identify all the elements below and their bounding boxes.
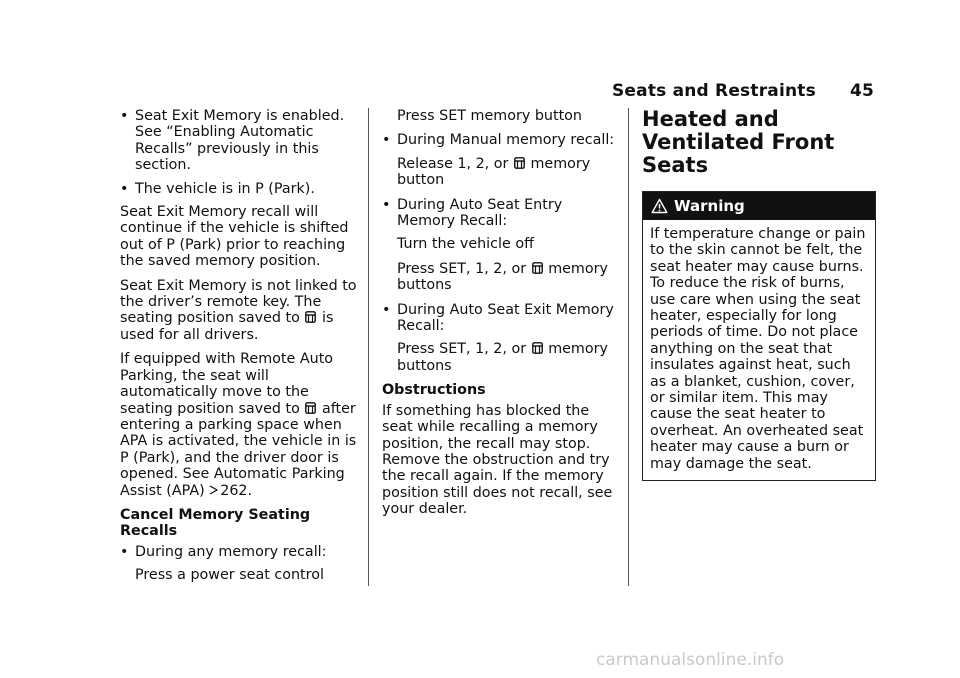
paragraph: If something has blocked the seat while recalling a memory position, the recall may stop. Remove the obstruction and try the recall again. If the memory position still does not recall, see your dealer. xyxy=(382,402,613,518)
watermark: carmanualsonline.info xyxy=(596,650,785,670)
column-divider xyxy=(628,108,629,586)
sub-item xyxy=(382,341,618,374)
paragraph-text: is used for all drivers. xyxy=(120,310,334,343)
sub-item-text: memory buttons xyxy=(397,341,608,374)
column-3 xyxy=(642,108,876,481)
warning-box xyxy=(642,191,876,481)
sub-item xyxy=(382,261,618,294)
page-reference-icon xyxy=(209,485,218,495)
warning-icon xyxy=(651,198,668,214)
driver-memory-icon xyxy=(514,157,525,169)
bullet-item: • During any memory recall: xyxy=(120,544,364,560)
column-divider xyxy=(368,108,369,586)
paragraph-text: If equipped with Remote Auto Parking, the seat will automatically move to the seating position saved to xyxy=(120,351,334,417)
column-2 xyxy=(382,108,618,526)
warning-header xyxy=(643,192,875,220)
bullet-item: • Seat Exit Memory is enabled. See “Enabling Automatic Recalls” previously in this section. xyxy=(120,108,364,174)
sub-item xyxy=(382,156,618,189)
bullet-item: • The vehicle is in P (Park). xyxy=(120,181,364,197)
bullet-item: • During Auto Seat Entry Memory Recall: xyxy=(382,197,618,230)
section-name: Seats and Restraints xyxy=(611,81,816,101)
driver-memory-icon xyxy=(532,342,543,354)
sub-item-text: Press SET, 1, 2, or xyxy=(397,341,527,358)
paragraph xyxy=(120,278,364,344)
driver-memory-icon xyxy=(305,311,316,323)
sub-item: Turn the vehicle off xyxy=(397,236,534,253)
sub-item: Press SET memory button xyxy=(397,108,582,124)
sub-item-text: memory buttons xyxy=(397,260,608,294)
bullet-item: • During Manual memory recall: xyxy=(382,132,618,148)
page-number: 45 xyxy=(849,81,874,101)
warning-text: If temperature change or pain to the skin cannot be felt, the seat heater may cause burns. To reduce the risk of burns, use care when using the seat heater, especially for long periods of time. Do not place anything on the seat that insulates against heat, such as a blanket, cushion, cover, or similar item. This may cause the seat heater to overheat. An overheated seat heater may cause a burn or may damage the seat. xyxy=(650,226,866,472)
column-1 xyxy=(120,108,364,592)
sub-item: Press a power seat control xyxy=(135,567,324,584)
sub-item-text: Press SET, 1, 2, or xyxy=(397,260,527,277)
paragraph: Seat Exit Memory recall will continue if the vehicle is shifted out of P (Park) prior to reaching the saved memory position. xyxy=(120,204,349,270)
subheading: Cancel Memory Seating Recalls xyxy=(120,506,311,540)
page-header xyxy=(612,81,874,101)
section-title: Heated and Ventilated Front Seats xyxy=(642,107,835,177)
sub-item-text: Release 1, 2, or xyxy=(397,155,509,172)
sub-item-text: memory button xyxy=(397,155,591,189)
paragraph-text: Seat Exit Memory is not linked to the driver’s remote key. The seating position saved to xyxy=(120,277,357,327)
bullet-item: • During Auto Seat Exit Memory Recall: xyxy=(382,302,618,335)
paragraph xyxy=(120,351,364,499)
driver-memory-icon xyxy=(532,262,543,274)
subheading: Obstructions xyxy=(382,382,486,399)
page-reference[interactable]: 262. xyxy=(220,482,253,499)
paragraph-text: after entering a parking space when APA is activated, the vehicle in is P (Park), and the driver door is opened. See Automatic Parking Assist (APA) xyxy=(120,400,357,499)
warning-label: Warning xyxy=(674,196,745,215)
driver-memory-icon xyxy=(305,402,316,414)
